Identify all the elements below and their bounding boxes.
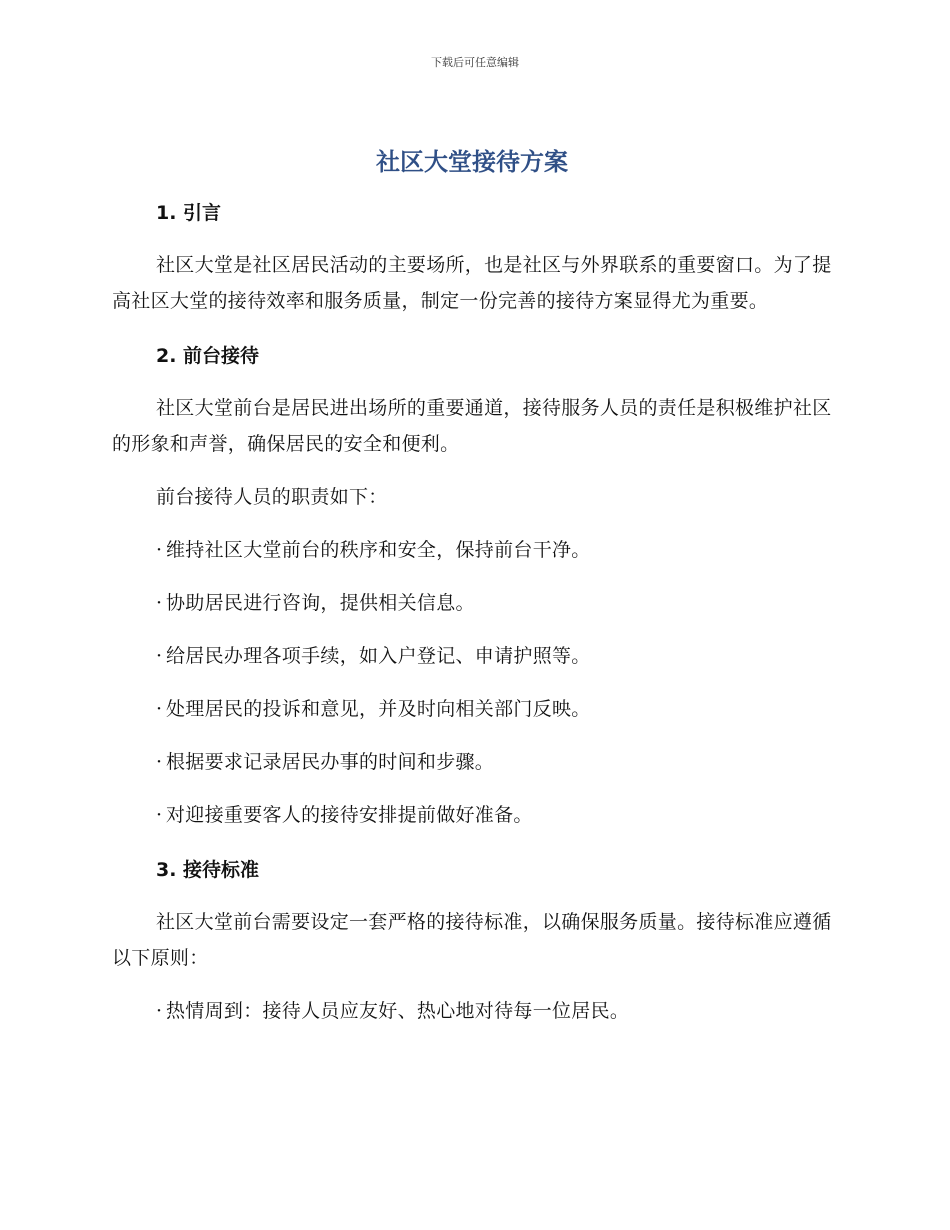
bullet-dot: ·	[156, 698, 163, 720]
list-item-text: 维持社区大堂前台的秩序和安全，保持前台干净。	[166, 539, 591, 561]
bullet-dot: ·	[156, 1000, 163, 1022]
list-item-text: 给居民办理各项手续，如入户登记、申请护照等。	[166, 645, 591, 667]
list-item	[112, 532, 832, 568]
list-item	[112, 638, 832, 674]
list-item	[112, 993, 832, 1029]
section-3-paragraph-1: 社区大堂前台需要设定一套严格的接待标准，以确保服务质量。接待标准应遵循以下原则：	[112, 911, 832, 969]
list-item-text: 对迎接重要客人的接待安排提前做好准备。	[166, 804, 533, 826]
section-heading-2: 2. 前台接待	[156, 345, 260, 367]
bullet-dot: ·	[156, 539, 163, 561]
header-note: 下载后可任意编辑	[431, 56, 519, 69]
list-item-text: 协助居民进行咨询，提供相关信息。	[166, 592, 475, 614]
bullet-dot: ·	[156, 592, 163, 614]
section-3-bullet-list	[112, 993, 832, 1029]
document-body	[112, 142, 832, 1029]
bullet-dot: ·	[156, 804, 163, 826]
list-item	[112, 691, 832, 727]
list-item	[112, 744, 832, 780]
section-2-paragraph-2: 前台接待人员的职责如下：	[156, 486, 388, 508]
section-2-bullet-list	[112, 532, 832, 833]
list-item-text: 热情周到：接待人员应友好、热心地对待每一位居民。	[166, 1000, 630, 1022]
document-title: 社区大堂接待方案	[376, 148, 568, 176]
bullet-dot: ·	[156, 645, 163, 667]
section-heading-1: 1. 引言	[156, 202, 222, 224]
list-item-text: 根据要求记录居民办事的时间和步骤。	[166, 751, 495, 773]
list-item	[112, 585, 832, 621]
section-2-paragraph-1: 社区大堂前台是居民进出场所的重要通道，接待服务人员的责任是积极维护社区的形象和声誉，确保居民的安全和便利。	[112, 397, 832, 455]
section-1-paragraph-1: 社区大堂是社区居民活动的主要场所，也是社区与外界联系的重要窗口。为了提高社区大堂的接待效率和服务质量，制定一份完善的接待方案显得尤为重要。	[112, 254, 832, 312]
section-heading-3: 3. 接待标准	[156, 859, 260, 881]
bullet-dot: ·	[156, 751, 163, 773]
list-item-text: 处理居民的投诉和意见，并及时向相关部门反映。	[166, 698, 591, 720]
list-item	[112, 797, 832, 833]
